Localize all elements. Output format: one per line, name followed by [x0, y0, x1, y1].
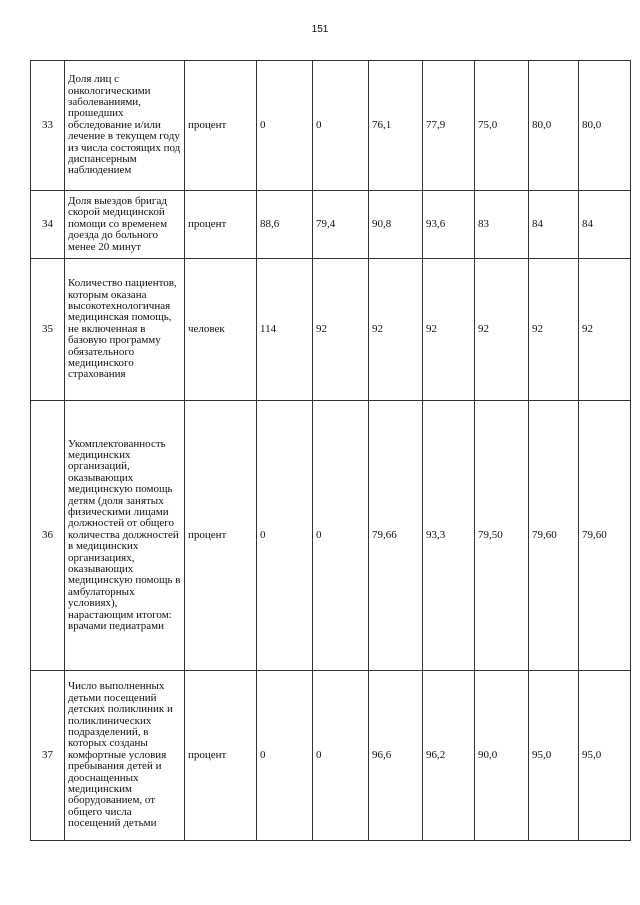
value-cell: 96,2 — [423, 671, 475, 841]
table-row — [31, 259, 631, 401]
value-cell: 92 — [369, 259, 423, 401]
value-cell: 79,50 — [475, 401, 529, 671]
value-cell: 0 — [313, 61, 369, 191]
row-number-cell: 36 — [31, 401, 65, 671]
value-cell: 90,0 — [475, 671, 529, 841]
table-body — [31, 61, 631, 841]
value-cell: 92 — [529, 259, 579, 401]
value-cell: 79,60 — [529, 401, 579, 671]
value-cell: 0 — [313, 671, 369, 841]
value-cell: 93,6 — [423, 191, 475, 259]
value-cell: 95,0 — [529, 671, 579, 841]
table-row — [31, 671, 631, 841]
value-cell: 114 — [257, 259, 313, 401]
unit-cell: человек — [185, 259, 257, 401]
unit-cell: процент — [185, 61, 257, 191]
value-cell: 92 — [579, 259, 631, 401]
indicator-name-cell: Укомплектованность медицинских организаций, оказывающих медицинскую помощь детям (доля занятых физическими лицами должностей от общего количества должностей в медицинских организациях, оказывающих медицинскую помощь в амбулаторных условиях), нарастающим итогом: врачами педиатрами — [65, 401, 185, 671]
value-cell: 92 — [475, 259, 529, 401]
row-number-cell: 37 — [31, 671, 65, 841]
value-cell: 80,0 — [529, 61, 579, 191]
row-number-cell: 35 — [31, 259, 65, 401]
value-cell: 90,8 — [369, 191, 423, 259]
row-number-cell: 34 — [31, 191, 65, 259]
value-cell: 77,9 — [423, 61, 475, 191]
value-cell: 95,0 — [579, 671, 631, 841]
value-cell: 88,6 — [257, 191, 313, 259]
unit-cell: процент — [185, 401, 257, 671]
value-cell: 84 — [529, 191, 579, 259]
value-cell: 76,1 — [369, 61, 423, 191]
value-cell: 83 — [475, 191, 529, 259]
unit-cell: процент — [185, 671, 257, 841]
indicator-name-cell: Доля лиц с онкологическими заболеваниями, прошедших обследование и/или лечение в текущем году из числа состоящих под диспансерным наблюдением — [65, 61, 185, 191]
value-cell: 79,60 — [579, 401, 631, 671]
indicator-name-cell: Доля выездов бригад скорой медицинской помощи со временем доезда до больного менее 20 минут — [65, 191, 185, 259]
table-row — [31, 61, 631, 191]
indicators-table — [30, 60, 631, 841]
value-cell: 75,0 — [475, 61, 529, 191]
value-cell: 0 — [257, 61, 313, 191]
page-number: 151 — [311, 24, 329, 35]
value-cell: 0 — [313, 401, 369, 671]
row-number-cell: 33 — [31, 61, 65, 191]
value-cell: 84 — [579, 191, 631, 259]
table-row — [31, 401, 631, 671]
value-cell: 0 — [257, 671, 313, 841]
table-row — [31, 191, 631, 259]
value-cell: 0 — [257, 401, 313, 671]
value-cell: 79,66 — [369, 401, 423, 671]
value-cell: 92 — [313, 259, 369, 401]
unit-cell: процент — [185, 191, 257, 259]
value-cell: 96,6 — [369, 671, 423, 841]
indicator-name-cell: Количество пациентов, которым оказана высокотехнологичная медицинская помощь, не включенная в базовую программу обязательного медицинского страхования — [65, 259, 185, 401]
value-cell: 92 — [423, 259, 475, 401]
value-cell: 79,4 — [313, 191, 369, 259]
value-cell: 93,3 — [423, 401, 475, 671]
value-cell: 80,0 — [579, 61, 631, 191]
indicator-name-cell: Число выполненных детьми посещений детских поликлиник и поликлинических подразделений, в которых созданы комфортные условия пребывания детей и дооснащенных медицинским оборудованием, от общего числа посещений детьми — [65, 671, 185, 841]
